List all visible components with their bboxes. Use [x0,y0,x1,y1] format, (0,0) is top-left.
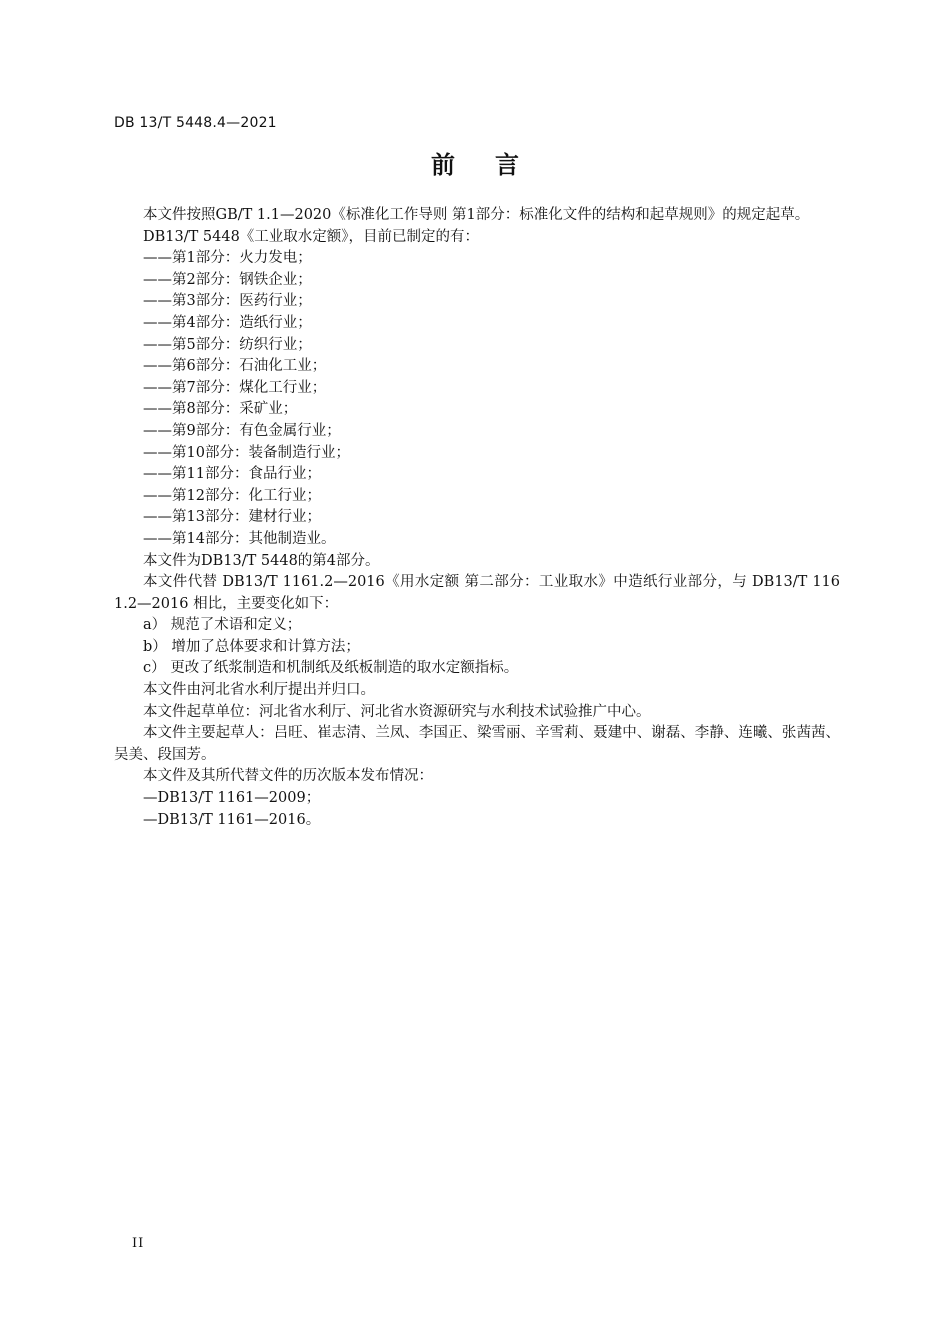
list-item: ——第8部分：采矿业； [143,401,298,418]
list-item: ——第6部分：石油化工业； [143,358,327,375]
page-number: II [132,1236,145,1251]
paragraph-drafters: 本文件主要起草人：吕旺、崔志清、兰凤、李国正、梁雪丽、辛雪莉、聂建中、谢磊、李静、连曦、张茜茜、吴美、段国芳。 [114,725,840,763]
list-item: ——第1部分：火力发电； [143,250,312,267]
paragraph-proposer: 本文件由河北省水利厅提出并归口。 [143,682,375,699]
list-item: ——第9部分：有色金属行业； [143,422,341,439]
history-list [114,788,840,831]
list-item: b） 增加了总体要求和计算方法； [143,638,360,655]
list-item: —DB13/T 1161—2009； [143,790,321,807]
list-item: ——第11部分：食品行业； [143,466,321,483]
list-item: —DB13/T 1161—2016。 [143,811,321,828]
list-item: ——第2部分：钢铁企业； [143,271,312,288]
list-item: ——第3部分：医药行业； [143,293,312,310]
list-item: ——第7部分：煤化工行业； [143,379,327,396]
parts-list [114,248,840,550]
paragraph-drafting-rule: 本文件按照GB/T 1.1—2020《标准化工作导则 第1部分：标准化文件的结构和起草规则》的规定起草。 [143,207,810,223]
document-code: DB 13/T 5448.4—2021 [114,115,277,131]
list-item: ——第5部分：纺织行业； [143,336,312,353]
foreword-body [114,205,840,831]
paragraph-history-intro: 本文件及其所代替文件的历次版本发布情况： [143,768,433,785]
page-title: 前言 [431,151,559,179]
list-item: a） 规范了术语和定义； [143,617,302,634]
list-item: c） 更改了纸浆制造和机制纸及纸板制造的取水定额指标。 [143,660,519,677]
list-item: ——第14部分：其他制造业。 [143,530,336,547]
list-item: ——第12部分：化工行业； [143,487,321,504]
paragraph-series-intro: DB13/T 5448《工业取水定额》，目前已制定的有： [143,228,480,245]
changes-list [114,615,840,680]
paragraph-drafting-units: 本文件起草单位：河北省水利厅、河北省水资源研究与水利技术试验推广中心。 [143,703,651,720]
list-item: ——第4部分：造纸行业； [143,314,312,331]
paragraph-part-statement: 本文件为DB13/T 5448的第4部分。 [143,552,380,569]
paragraph-replacement: 本文件代替 DB13/T 1161.2—2016《用水定额 第二部分：工业取水》中造纸行业部分，与 DB13/T 1161.2—2016 相比，主要变化如下： [114,574,840,612]
list-item: ——第10部分：装备制造行业； [143,444,350,461]
list-item: ——第13部分：建材行业； [143,509,321,526]
